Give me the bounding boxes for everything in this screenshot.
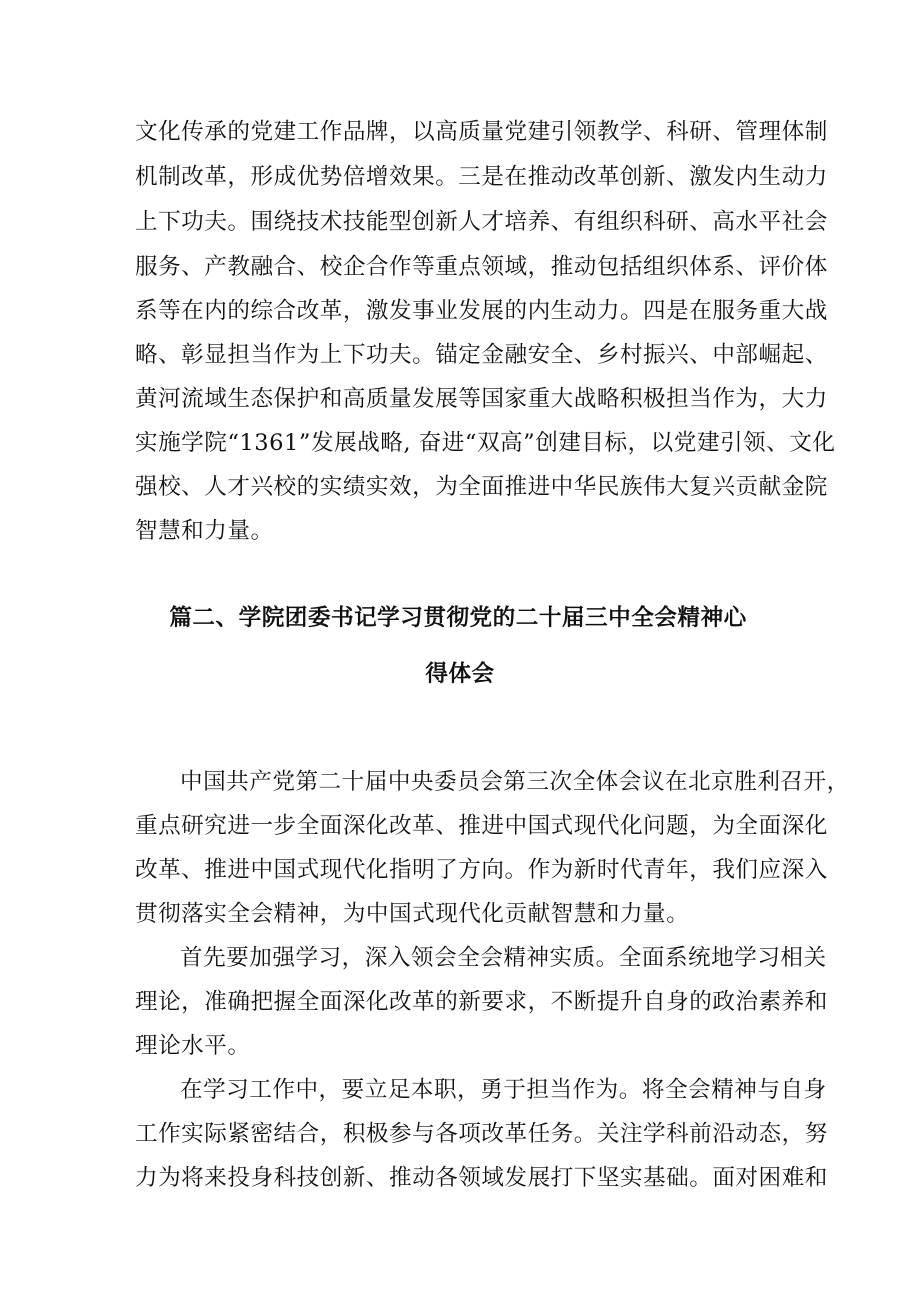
text-line: 工作实际紧密结合，积极参与各项改革任务。关注学科前沿动态，努 bbox=[135, 1121, 828, 1147]
text-line: 理论，准确把握全面深化改革的新要求，不断提升自身的政治素养和 bbox=[135, 989, 828, 1015]
paragraph-first-line: 在学习工作中，要立足本职，勇于担当作为。将全会精神与自身 bbox=[180, 1077, 827, 1103]
text-line: 系等在内的综合改革，激发事业发展的内生动力。四是在服务重大战 bbox=[135, 298, 828, 324]
text-line: 略、彰显担当作为上下功夫。锚定金融安全、乡村振兴、中部崛起、 bbox=[135, 342, 828, 368]
text-line: 机制改革，形成优势倍增效果。三是在推动改革创新、激发内生动力 bbox=[135, 164, 828, 190]
text-line: 文化传承的党建工作品牌，以高质量党建引领教学、科研、管理体制 bbox=[135, 119, 828, 145]
text-line: 改革、推进中国式现代化指明了方向。作为新时代青年，我们应深入 bbox=[135, 857, 828, 883]
paragraph-first-line: 首先要加强学习，深入领会全会精神实质。全面系统地学习相关 bbox=[180, 945, 827, 971]
paragraph-first-line: 中国共产党第二十届中央委员会第三次全体会议在北京胜利召开， bbox=[180, 769, 850, 795]
text-line: 黄河流域生态保护和高质量发展等国家重大战略积极担当作为，大力 bbox=[135, 386, 828, 412]
text-line: 力为将来投身科技创新、推动各领域发展打下坚实基础。面对困难和 bbox=[135, 1165, 828, 1191]
text-line: 实施学院“1361”发展战略, 奋进“双高”创建目标，以党建引领、文化 bbox=[135, 430, 836, 456]
text-line: 重点研究进一步全面深化改革、推进中国式现代化问题，为全面深化 bbox=[135, 813, 828, 839]
text-line: 智慧和力量。 bbox=[135, 518, 274, 544]
text-line: 理论水平。 bbox=[135, 1033, 251, 1059]
text-line: 贯彻落实全会精神，为中国式现代化贡献智慧和力量。 bbox=[135, 901, 690, 927]
section-title: 篇二、学院团委书记学习贯彻党的二十届三中全会精神心 bbox=[169, 605, 747, 631]
text-line: 服务、产教融合、校企合作等重点领域，推动包括组织体系、评价体 bbox=[135, 254, 828, 280]
text-line: 强校、人才兴校的实绩实效，为全面推进中华民族伟大复兴贡献金院 bbox=[135, 474, 828, 500]
section-title-continued: 得体会 bbox=[425, 661, 495, 687]
text-line: 上下功夫。围绕技术技能型创新人才培养、有组织科研、高水平社会 bbox=[135, 209, 828, 235]
